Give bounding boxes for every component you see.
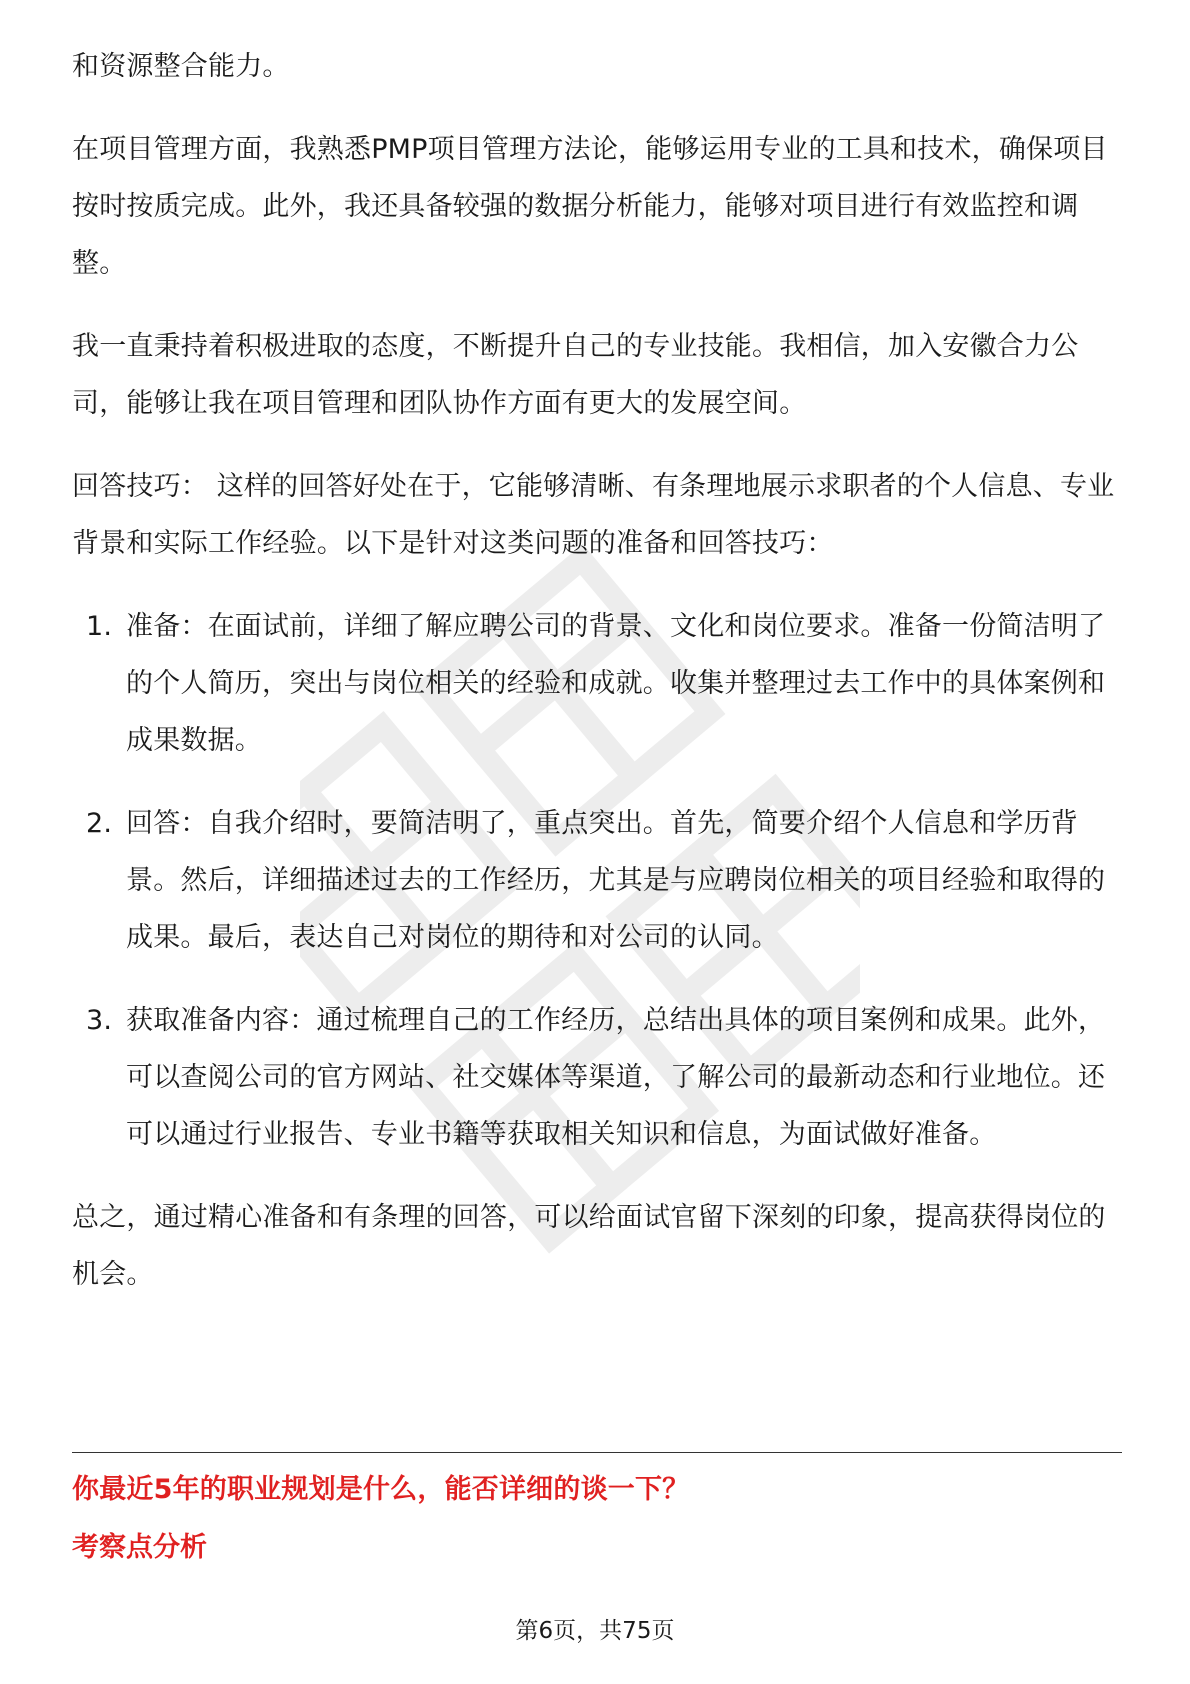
page-number-footer: 第6页，共75页 — [515, 1618, 675, 1644]
list-item — [72, 795, 1122, 966]
list-item-number: 2. — [86, 808, 113, 839]
list-item-number: 3. — [86, 1005, 113, 1036]
tips-list — [72, 598, 1122, 1163]
list-item-text: 获取准备内容：通过梳理自己的工作经历，总结出具体的项目案例和成果。此外，可以查阅公司的官方网站、社交媒体等渠道，了解公司的最新动态和行业地位。还可以通过行业报告、专业书籍等获取相关知识和信息，为面试做好准备。 — [126, 1005, 1106, 1150]
body-content — [72, 38, 1122, 1329]
list-item — [72, 598, 1122, 769]
list-item — [72, 992, 1122, 1163]
list-item-text: 准备：在面试前，详细了解应聘公司的背景、文化和岗位要求。准备一份简洁明了的个人简历，突出与岗位相关的经验和成就。收集并整理过去工作中的具体案例和成果数据。 — [126, 611, 1106, 756]
paragraph-resource-integration: 和资源整合能力。 — [72, 51, 290, 82]
list-item-text: 回答：自我介绍时，要简洁明了，重点突出。首先，简要介绍个人信息和学历背景。然后，详细描述过去的工作经历，尤其是与应聘岗位相关的项目经验和取得的成果。最后，表达自己对岗位的期待和对公司的认同。 — [126, 808, 1106, 953]
paragraph-answer-tips: 回答技巧： 这样的回答好处在于，它能够清晰、有条理地展示求职者的个人信息、专业背景和实际工作经验。以下是针对这类问题的准备和回答技巧： — [72, 471, 1115, 559]
list-item-number: 1. — [86, 611, 113, 642]
question-heading: 你最近5年的职业规划是什么，能否详细的谈一下？ — [72, 1474, 690, 1505]
analysis-subheading: 考察点分析 — [72, 1532, 207, 1563]
paragraph-conclusion: 总之，通过精心准备和有条理的回答，可以给面试官留下深刻的印象，提高获得岗位的机会。 — [72, 1202, 1106, 1290]
paragraph-project-management: 在项目管理方面，我熟悉PMP项目管理方法论，能够运用专业的工具和技术，确保项目按时按质完成。此外，我还具备较强的数据分析能力，能够对项目进行有效监控和调整。 — [72, 134, 1108, 279]
section-divider — [72, 1452, 1122, 1453]
paragraph-attitude: 我一直秉持着积极进取的态度，不断提升自己的专业技能。我相信，加入安徽合力公司，能够让我在项目管理和团队协作方面有更大的发展空间。 — [72, 331, 1079, 419]
